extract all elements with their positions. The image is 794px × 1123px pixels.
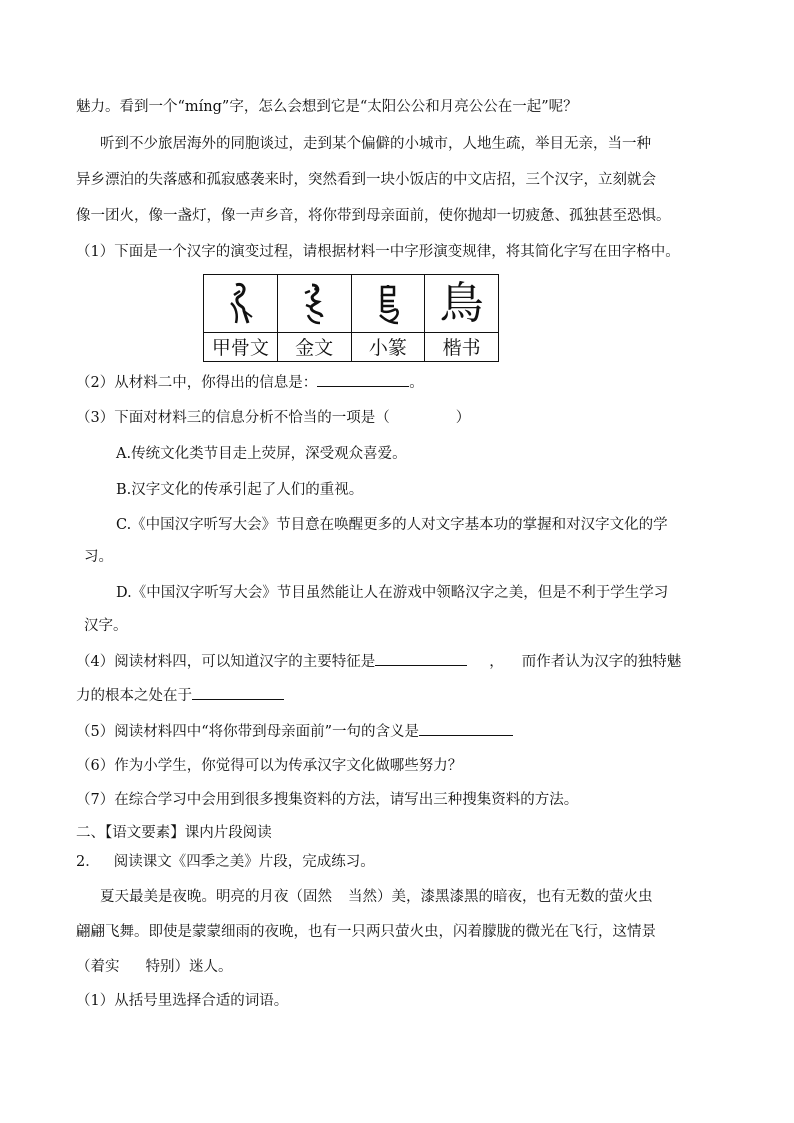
- question-6: （6）作为小学生，你觉得可以为传承汉字文化做哪些努力？: [76, 758, 463, 774]
- kaishu-character: 鳥: [439, 277, 484, 329]
- kaishu-glyph: [425, 275, 498, 332]
- option-c: C.《中国汉字听写大会》节目意在唤醒更多的人对文字基本功的掌握和对汉字文化的学: [116, 517, 668, 533]
- answer-blank[interactable]: [375, 651, 467, 666]
- character-evolution-table: [203, 274, 499, 362]
- option-b: B.汉字文化的传承引起了人们的重视。: [116, 482, 364, 498]
- question-4: （4）阅读材料四，可以知道汉字的主要特征是 ， 而作者认为汉字的独特魅: [76, 651, 734, 673]
- question-4-cont: 力的根本之处在于: [76, 685, 734, 707]
- section-heading: 二、【语文要素】课内片段阅读: [76, 825, 272, 841]
- paragraph-line: 魅力。看到一个“míng”字，怎么会想到它是“太阳公公和月亮公公在一起”呢？: [76, 99, 578, 115]
- passage-line: 夏天最美是夜晚。明亮的月夜（固然 当然）美，漆黑漆黑的暗夜，也有无数的萤火虫: [100, 889, 653, 905]
- label-kaishu: 楷书: [442, 337, 481, 359]
- jiaguwen-glyph: [204, 275, 278, 332]
- option-d: D.《中国汉字听写大会》节目虽然能让人在游戏中领略汉字之美，但是不利于学生学习: [116, 585, 669, 601]
- question-2: （2）从材料二中，你得出的信息是： 。: [76, 372, 734, 394]
- sub-question-1: （1）从括号里选择合适的词语。: [76, 993, 289, 1009]
- passage-line: 翩翩飞舞。即使是蒙蒙细雨的夜晚，也有一只两只萤火虫，闪着朦胧的微光在飞行，这情景: [76, 924, 656, 940]
- question-1: （1）下面是一个汉字的演变过程，请根据材料一中字形演变规律，将其简化字写在田字格中。: [76, 244, 680, 260]
- label-xiaozhuan: 小篆: [352, 332, 426, 361]
- option-c-cont: 习。: [84, 549, 113, 565]
- answer-blank[interactable]: [317, 372, 409, 387]
- paragraph-line: 听到不少旅居海外的同胞谈过，走到某个偏僻的小城市，人地生疏，举目无亲，当一种: [100, 136, 651, 152]
- answer-blank[interactable]: [192, 685, 284, 700]
- question-7: （7）在综合学习中会用到很多搜集资料的方法，请写出三种搜集资料的方法。: [76, 792, 579, 808]
- label-jiaguwen: 甲骨文: [204, 332, 278, 361]
- question-3: （3）下面对材料三的信息分析不恰当的一项是（ ）: [76, 410, 471, 426]
- xiaozhuan-glyph: [352, 275, 426, 332]
- option-d-cont: 汉字。: [84, 618, 128, 634]
- answer-blank[interactable]: [419, 721, 513, 736]
- jinwen-glyph: [278, 275, 352, 332]
- label-jinwen: 金文: [278, 332, 352, 361]
- question-5: （5）阅读材料四中“将你带到母亲面前”一句的含义是: [76, 721, 734, 743]
- paragraph-line: 异乡漂泊的失落感和孤寂感袭来时，突然看到一块小饭店的中文店招，三个汉字，立刻就会: [76, 172, 656, 188]
- option-a: A.传统文化类节目走上荧屏，深受观众喜爱。: [116, 446, 407, 462]
- item-2: 2． 阅读课文《四季之美》片段，完成练习。: [76, 854, 375, 870]
- paragraph-line: 像一团火，像一盏灯，像一声乡音，将你带到母亲面前，使你抛却一切疲惫、孤独甚至恐惧。: [76, 208, 671, 224]
- passage-line: （着实 特别）迷人。: [76, 959, 233, 975]
